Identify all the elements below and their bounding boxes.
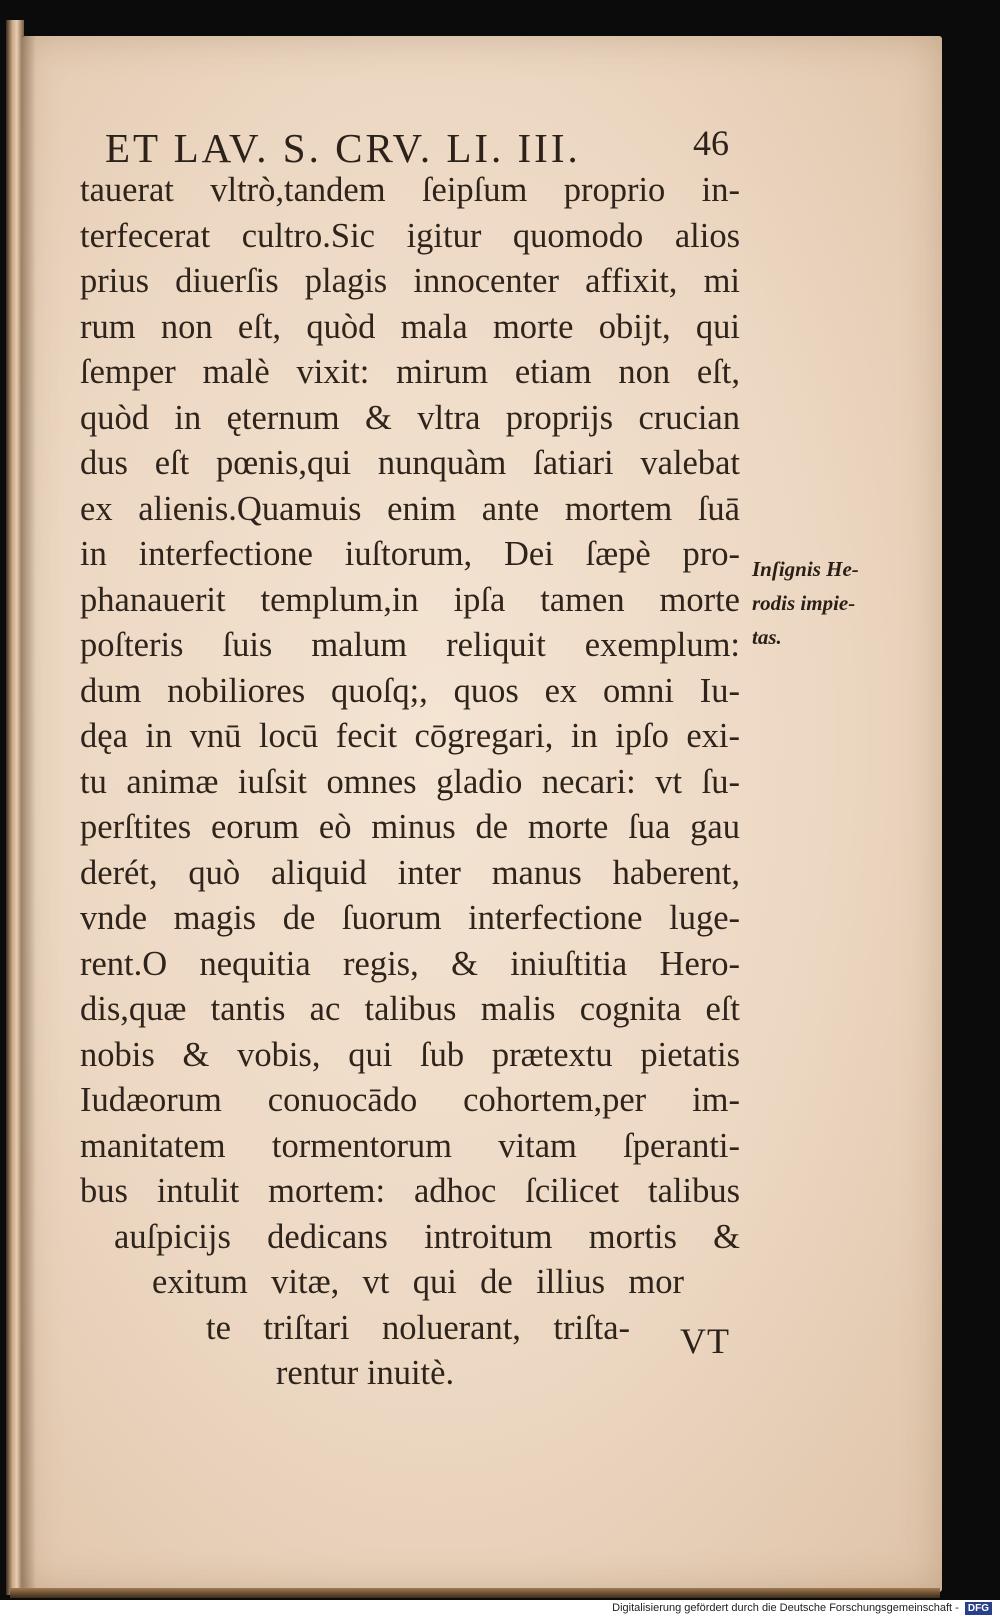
text-line: perſtites eorum eò minus de morte ſua gau bbox=[80, 808, 740, 846]
marginal-note-line: tas. bbox=[752, 625, 782, 649]
running-head-title: ET LAV. S. CRV. LI. III. bbox=[105, 125, 581, 171]
dfg-logo: DFG bbox=[965, 1602, 992, 1615]
marginal-note-line: rodis impie- bbox=[752, 591, 856, 615]
text-line: ſemper malè vixit: mirum etiam non eſt, bbox=[80, 353, 740, 391]
text-line: Iudæorum conuocādo cohortem,per im- bbox=[80, 1081, 740, 1119]
text-line: dum nobiliores quoſq;, quos ex omni Iu- bbox=[80, 671, 740, 710]
digitization-credit bbox=[612, 1602, 992, 1615]
book-bottom-edge bbox=[10, 1588, 940, 1598]
text-line: te triſtari noluerant, triſta- bbox=[206, 1308, 630, 1347]
text-line: terfecerat cultro.Sic igitur quomodo alios bbox=[80, 216, 740, 255]
text-line: tauerat vltrò,tandem ſeipſum proprio in- bbox=[80, 171, 740, 209]
text-line: manitatem tormentorum vitam ſperanti- bbox=[80, 1126, 740, 1165]
marginal-note-line: Inſignis He- bbox=[752, 557, 859, 581]
page-number: 46 bbox=[693, 123, 729, 163]
text-line: nobis & vobis, qui ſub prætextu pietatis bbox=[80, 1035, 740, 1074]
text-line: dus eſt pœnis,qui nunquàm ſatiari valebat bbox=[80, 444, 740, 482]
text-line: in interfectione iuſtorum, Dei ſæpè pro- bbox=[80, 535, 740, 573]
text-line: phanauerit templum,in ipſa tamen morte bbox=[80, 580, 740, 619]
catchword: VT bbox=[680, 1321, 730, 1361]
text-line: vnde magis de ſuorum interfectione luge- bbox=[80, 899, 740, 937]
text-line: ex alienis.Quamuis enim ante mortem ſuā bbox=[80, 489, 740, 528]
text-line: dęa in vnū locū fecit cōgregari, in ipſo exi- bbox=[80, 717, 740, 755]
text-line: exitum vitæ, vt qui de illius mor bbox=[152, 1263, 684, 1301]
marginal-note bbox=[752, 552, 912, 654]
text-line: derét, quò aliquid inter manus haberent, bbox=[80, 853, 740, 892]
text-line: bus intulit mortem: adhoc ſcilicet talibus bbox=[80, 1172, 740, 1210]
text-line: rent.O nequitia regis, & iniuſtitia Hero- bbox=[80, 944, 740, 983]
text-line: tu animæ iuſsit omnes gladio necari: vt ſu- bbox=[80, 762, 740, 801]
text-line: quòd in ęternum & vltra proprijs crucian bbox=[80, 398, 740, 437]
credit-text: Digitalisierung gefördert durch die Deutsche Forschungsgemeinschaft - bbox=[612, 1602, 959, 1614]
text-line-final: rentur inuitè. bbox=[275, 1354, 455, 1392]
text-line: auſpicijs dedicans introitum mortis & bbox=[114, 1217, 740, 1256]
body-text bbox=[80, 168, 740, 1397]
text-line: rum non eſt, quòd mala morte obijt, qui bbox=[80, 307, 740, 346]
text-line: prius diuerſis plagis innocenter affixit, mi bbox=[80, 262, 740, 300]
text-line: dis,quæ tantis ac talibus malis cognita eſt bbox=[80, 990, 740, 1028]
page-gutter-shadow bbox=[22, 36, 36, 1592]
text-line: poſteris ſuis malum reliquit exemplum: bbox=[80, 626, 740, 664]
running-head bbox=[105, 124, 745, 172]
